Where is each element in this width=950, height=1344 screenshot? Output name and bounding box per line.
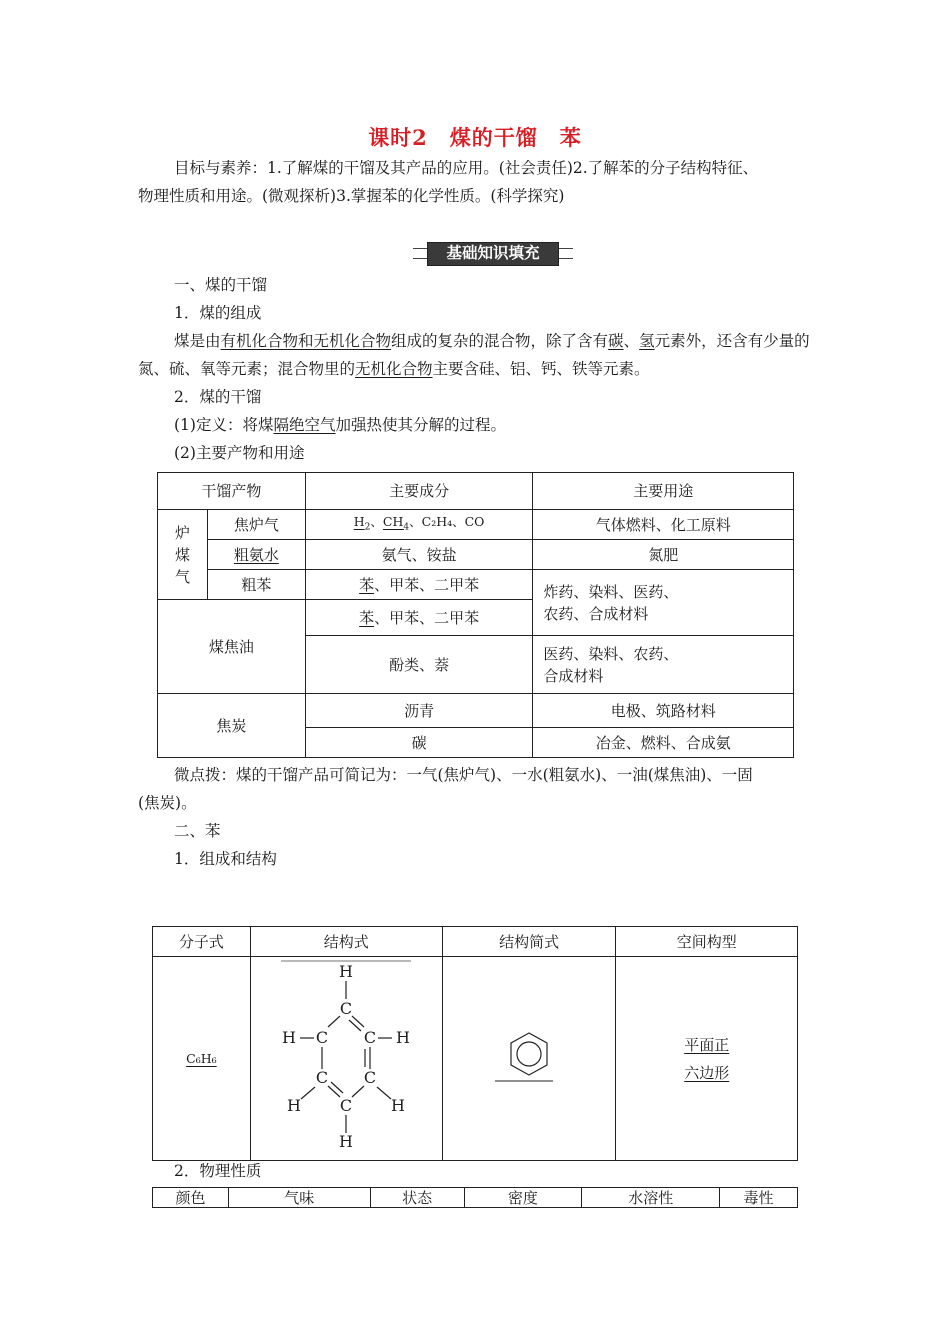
section-benzene [138, 761, 828, 873]
coke-oven-gas-comp: $H_2$、$CH_4$、C₂H₄、CO [305, 510, 533, 540]
th-density: 密度 [464, 1188, 582, 1208]
crude-benzene: 粗苯 [207, 570, 305, 600]
atom-h-left: H [282, 1027, 297, 1047]
atom-h-bottom: H [339, 1131, 354, 1151]
atom-c-upper-left: C [316, 1027, 329, 1047]
atom-c-lower-left: C [316, 1067, 329, 1087]
th-simplified: 结构简式 [442, 927, 616, 957]
atom-h-lower-right: H [391, 1095, 406, 1115]
group-coal-gas: 炉煤气 [158, 510, 208, 600]
th-composition: 主要成分 [305, 473, 533, 510]
simplified-formula [442, 957, 616, 1161]
banner-text: 基础知识填充 [446, 243, 540, 262]
atom-c-upper-right: C [364, 1027, 377, 1047]
carbon-use: 冶金、燃料、合成氨 [533, 728, 794, 758]
tip-line-1: 微点拨：煤的干馏产品可简记为：一气(焦炉气)、一水(粗氨水)、一油(煤焦油)、一固 [174, 766, 753, 784]
sec1-heading: 一、煤的干馏 [174, 276, 268, 294]
th-state: 状态 [370, 1188, 464, 1208]
carbon-comp: 碳 [305, 728, 533, 758]
structural-formula [250, 957, 442, 1161]
asphalt-comp: 沥青 [305, 694, 533, 728]
sec2-sub2: 2．物理性质 [174, 1162, 262, 1180]
coke-oven-gas-use: 气体燃料、化工原料 [533, 510, 794, 540]
goals-line-2: 物理性质和用途。(微观探析)3.掌握苯的化学性质。(科学探究) [138, 187, 565, 205]
th-usage: 主要用途 [533, 473, 794, 510]
crude-ammonia-use: 氮肥 [533, 540, 794, 570]
atom-c-top: C [340, 998, 353, 1018]
benzene-ring-icon [489, 1029, 569, 1089]
section-coal [138, 271, 828, 467]
physical-properties-table [152, 1187, 798, 1208]
group-coal-tar: 煤焦油 [158, 600, 306, 694]
section-banner [413, 240, 573, 268]
group-coke: 焦炭 [158, 694, 306, 758]
atom-c-bottom: C [340, 1095, 353, 1115]
crude-ammonia-comp: 氨气、铵盐 [305, 540, 533, 570]
coal-composition-text: 煤是由有机化合物和无机化合物组成的复杂的混合物，除了含有碳、氢元素外，还含有少量的氮、硫、氧等元素；混合物里的无机化合物主要含硅、铝、钙、铁等元素。 [138, 332, 810, 378]
th-structural: 结构式 [250, 927, 442, 957]
sec2-heading: 二、苯 [174, 822, 221, 840]
benzene-structure-table [152, 926, 798, 1161]
atom-h-right: H [396, 1027, 411, 1047]
th-solubility: 水溶性 [582, 1188, 720, 1208]
th-color: 颜色 [153, 1188, 229, 1208]
definition-text: (1)定义：将煤隔绝空气加强热使其分解的过程。 [174, 416, 506, 434]
molecular-geometry: 平面正 六边形 [616, 957, 798, 1161]
atom-h-lower-left: H [287, 1095, 302, 1115]
coal-products-table [157, 472, 794, 758]
tip-line-2: (焦炭)。 [138, 794, 197, 812]
th-toxicity: 毒性 [720, 1188, 798, 1208]
th-geometry: 空间构型 [616, 927, 798, 957]
phenol-comp: 酚类、萘 [305, 636, 533, 694]
coal-tar-benzene-comp: 苯、甲苯、二甲苯 [305, 600, 533, 636]
asphalt-use: 电极、筑路材料 [533, 694, 794, 728]
molecular-formula: C₆H₆ [153, 957, 251, 1161]
goals-line-1: 目标与素养：1.了解煤的干馏及其产品的应用。(社会责任)2.了解苯的分子结构特征、 [174, 159, 759, 177]
page-title: 课时2 煤的干馏 苯 [368, 125, 582, 150]
th-product: 干馏产物 [158, 473, 306, 510]
sec2-sub1: 1．组成和结构 [174, 850, 277, 868]
benzene-use: 炸药、染料、医药、 农药、合成材料 [533, 570, 794, 636]
sec1-sub2: 2．煤的干馏 [174, 388, 262, 406]
phenol-use: 医药、染料、农药、 合成材料 [533, 636, 794, 694]
th-formula: 分子式 [153, 927, 251, 957]
coke-oven-gas: 焦炉气 [207, 510, 305, 540]
th-odor: 气味 [228, 1188, 370, 1208]
crude-ammonia: 粗氨水 [207, 540, 305, 570]
products-heading: (2)主要产物和用途 [174, 444, 305, 462]
benzene-kekule-diagram [251, 959, 441, 1159]
atom-c-lower-right: C [364, 1067, 377, 1087]
crude-benzene-comp: 苯、甲苯、二甲苯 [305, 570, 533, 600]
sec1-sub1: 1．煤的组成 [174, 304, 262, 322]
atom-h-top: H [339, 961, 354, 981]
learning-goals [138, 154, 828, 210]
